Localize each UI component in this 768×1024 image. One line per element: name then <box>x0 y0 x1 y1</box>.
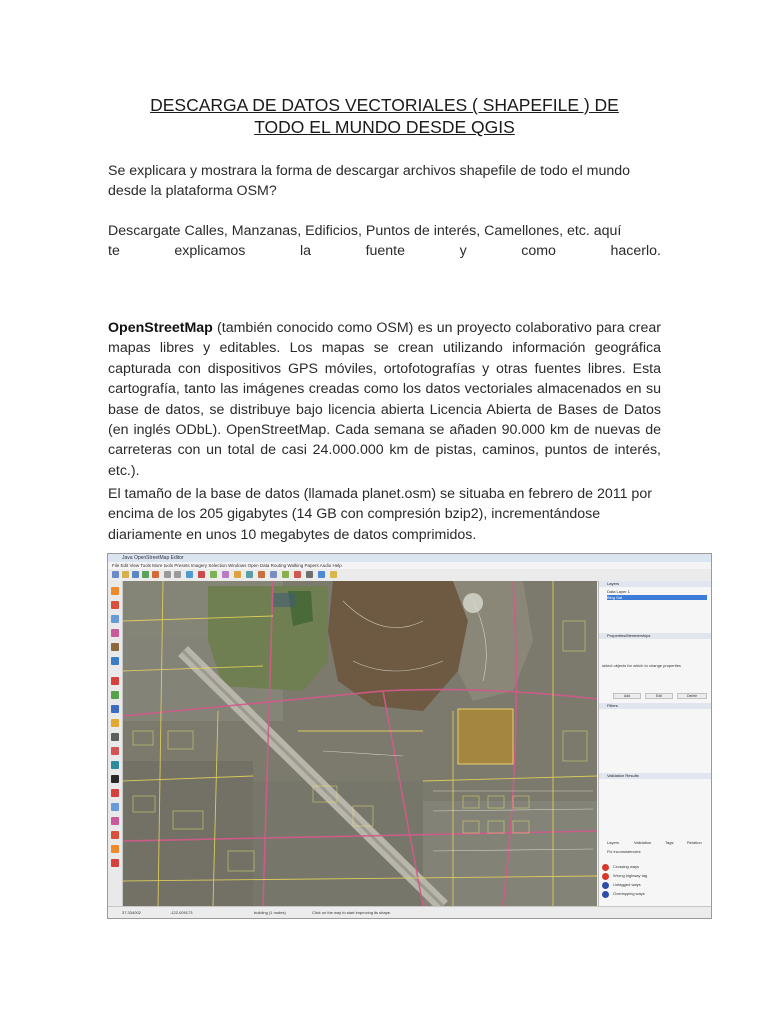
result-item[interactable]: Overlapping ways <box>613 891 645 896</box>
error-icon <box>602 864 609 871</box>
delete-icon <box>198 571 205 578</box>
upload-icon <box>152 571 159 578</box>
open-folder-icon <box>122 571 129 578</box>
title-line-1: DESCARGA DE DATOS VECTORIALES ( SHAPEFILE ) DE <box>150 95 619 115</box>
menu-bar: File Edit View Tools More tools Presets Imagery Selection Windows Open Data Routing Walking Papers Audio Help <box>108 562 711 569</box>
download-line-1: Descargate Calles, Manzanas, Edificios, Puntos de interés, Camellones, etc. aquí <box>108 223 622 239</box>
info-icon <box>602 882 609 889</box>
tab-validation[interactable]: Validation <box>634 840 652 845</box>
tab-tags[interactable]: Tags <box>665 840 674 845</box>
osm-paragraph <box>108 318 661 481</box>
validation-header: Validation Results <box>599 773 712 779</box>
tool-icon <box>246 571 253 578</box>
result-item[interactable]: Untagged ways <box>613 882 641 887</box>
extrude-icon <box>111 643 119 651</box>
props-delete-button[interactable]: Delete <box>677 693 707 699</box>
side-panel <box>598 581 712 906</box>
new-file-icon <box>112 571 119 578</box>
redo-icon <box>174 571 181 578</box>
draw-node-icon <box>111 601 119 609</box>
satellite-map-view[interactable] <box>123 581 597 906</box>
fix-list-header: Fix inconsistencies <box>607 849 641 854</box>
zoom-icon <box>111 615 119 623</box>
status-bar <box>108 906 711 919</box>
tool-icon <box>318 571 325 578</box>
title-line-2: TODO EL MUNDO DESDE QGIS <box>254 117 515 137</box>
improve-way-icon <box>111 657 119 665</box>
filters-header: Filters <box>599 703 712 709</box>
info-icon <box>602 891 609 898</box>
tool-icon <box>111 859 119 867</box>
status-hint: Click on the way to start improving its shape. <box>312 910 392 915</box>
map-mode-toolbar <box>108 581 123 906</box>
layer-data-1[interactable]: Data Layer 1 <box>607 589 630 594</box>
tool-icon <box>111 733 119 741</box>
tool-icon <box>330 571 337 578</box>
select-tool-icon <box>111 587 119 595</box>
validate-icon <box>210 571 217 578</box>
delete-mode-icon <box>111 629 119 637</box>
tool-icon <box>111 677 119 685</box>
properties-hint: select objects for which to change properties <box>602 663 681 668</box>
tool-icon <box>111 789 119 797</box>
window-titlebar: Java OpenStreetMap Editor <box>108 554 711 562</box>
props-add-button[interactable]: Add <box>613 693 641 699</box>
status-selection: building (1 nodes) <box>254 910 286 915</box>
plugin-icon <box>222 571 229 578</box>
tool-icon <box>111 803 119 811</box>
josm-screenshot <box>107 553 712 919</box>
save-icon <box>132 571 139 578</box>
layers-header: Layers <box>599 581 712 587</box>
document-title <box>108 94 661 138</box>
tool-icon <box>234 571 241 578</box>
result-item[interactable]: Crossing ways <box>613 864 640 869</box>
database-paragraph: El tamaño de la base de datos (llamada planet.osm) se situaba en febrero de 2011 por encima de los 205 gigabytes (14 GB con compresión bzip2), incrementándose diariamente en unos 10 megabytes de datos comprimidos. <box>108 486 652 543</box>
status-latitude: 37.334002 <box>122 910 141 915</box>
download-icon <box>142 571 149 578</box>
layer-bing-sat[interactable]: Bing Sat <box>607 595 707 600</box>
download-line-2: te explicamos la fuente y como hacerlo. <box>108 243 661 260</box>
error-icon <box>602 873 609 880</box>
tool-icon <box>111 705 119 713</box>
tab-layers[interactable]: Layers <box>607 840 620 845</box>
tool-icon <box>282 571 289 578</box>
tool-icon <box>111 719 119 727</box>
osm-name: OpenStreetMap <box>108 320 213 336</box>
tool-icon <box>111 747 119 755</box>
tool-icon <box>306 571 313 578</box>
download-paragraph <box>108 221 661 262</box>
tool-icon <box>111 817 119 825</box>
status-longitude: -122.009173 <box>170 910 193 915</box>
tool-icon <box>111 831 119 839</box>
tab-relation[interactable]: Relation <box>687 840 702 845</box>
tool-icon <box>270 571 277 578</box>
tool-icon <box>258 571 265 578</box>
tool-icon <box>111 761 119 769</box>
undo-icon <box>164 571 171 578</box>
preferences-icon <box>186 571 193 578</box>
result-item[interactable]: Wrong highway tag <box>613 873 648 878</box>
checkmark-icon <box>111 775 119 783</box>
osm-description: (también conocido como OSM) es un proyecto colaborativo para crear mapas libres y editables. Los mapas se crean utilizando información geográfica capturada con dispositivos GPS móviles, ortofotografías y otras fuentes libres. Esta cartografía, tanto las imágenes creadas como los datos vectoriales almacenados en su base de datos, se distribuye bajo licencia abierta Licencia Abierta de Bases de Datos (en inglés ODbL). OpenStreetMap. Cada semana se añaden 90.000 km de nuevas de carreteras con un total de casi 24.000.000 km de pistas, caminos, puntos de interés, etc.). <box>108 320 661 479</box>
props-edit-button[interactable]: Edit <box>645 693 673 699</box>
tool-icon <box>111 845 119 853</box>
properties-header: Properties/Memberships <box>599 633 712 639</box>
tool-icon <box>294 571 301 578</box>
tool-icon <box>111 691 119 699</box>
intro-paragraph: Se explicara y mostrara la forma de descargar archivos shapefile de todo el mundo desde la plataforma OSM? <box>108 163 631 200</box>
